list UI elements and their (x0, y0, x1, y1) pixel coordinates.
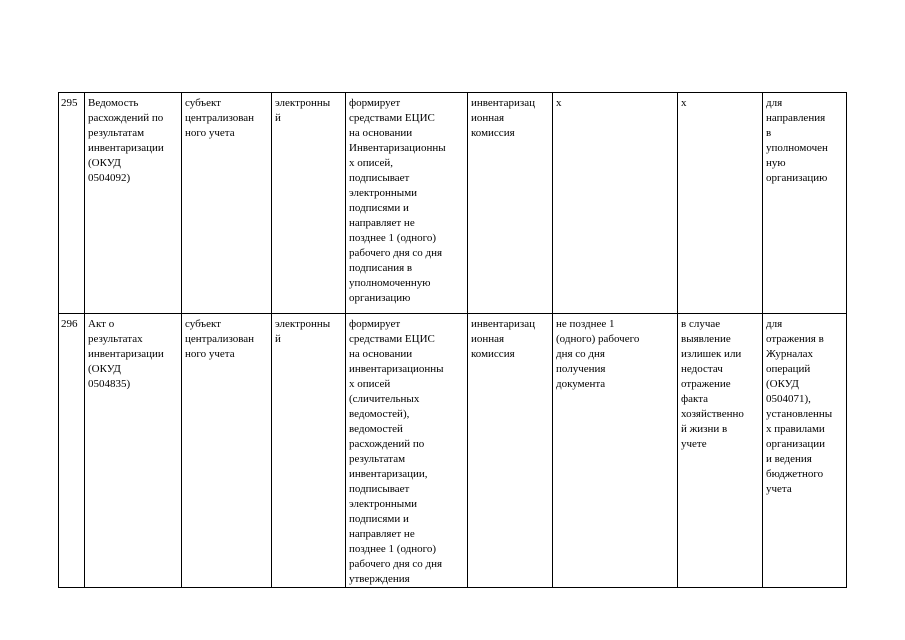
action-cell: формирует средствами ЕЦИС на основании инвентаризационны х описей (сличительных ведомостей), ведомостей расхождений по результатам инвентаризации, подписывает электронными подписями и направляет не позднее 1 (одного) рабочего дня со дня утверждения (346, 314, 468, 588)
responsible-cell: инвентаризац ионная комиссия (468, 93, 553, 314)
deadline-cell: не позднее 1 (одного) рабочего дня со дня получения документа (553, 314, 678, 588)
form-cell: электронны й (272, 314, 346, 588)
purpose-cell: для направления в уполномочен ную организацию (763, 93, 847, 314)
table-row (59, 93, 847, 314)
table-row (59, 314, 847, 588)
row-number: 295 (59, 93, 85, 314)
responsible-cell: инвентаризац ионная комиссия (468, 314, 553, 588)
deadline-cell: х (553, 93, 678, 314)
note-cell: х (678, 93, 763, 314)
action-cell: формирует средствами ЕЦИС на основании Инвентаризационны х описей, подписывает электронными подписями и направляет не позднее 1 (одного) рабочего дня со дня подписания в уполномоченную организацию (346, 93, 468, 314)
note-cell: в случае выявление излишек или недостач отражение факта хозяйственно й жизни в учете (678, 314, 763, 588)
form-cell: электронны й (272, 93, 346, 314)
subject-cell: субъект централизован ного учета (182, 93, 272, 314)
purpose-cell: для отражения в Журналах операций (ОКУД 0504071), установленны х правилами организации и ведения бюджетного учета (763, 314, 847, 588)
document-name-cell: Ведомость расхождений по результатам инвентаризации (ОКУД 0504092) (85, 93, 182, 314)
document-table (58, 92, 847, 588)
document-name-cell: Акт о результатах инвентаризации (ОКУД 0504835) (85, 314, 182, 588)
subject-cell: субъект централизован ного учета (182, 314, 272, 588)
row-number: 296 (59, 314, 85, 588)
